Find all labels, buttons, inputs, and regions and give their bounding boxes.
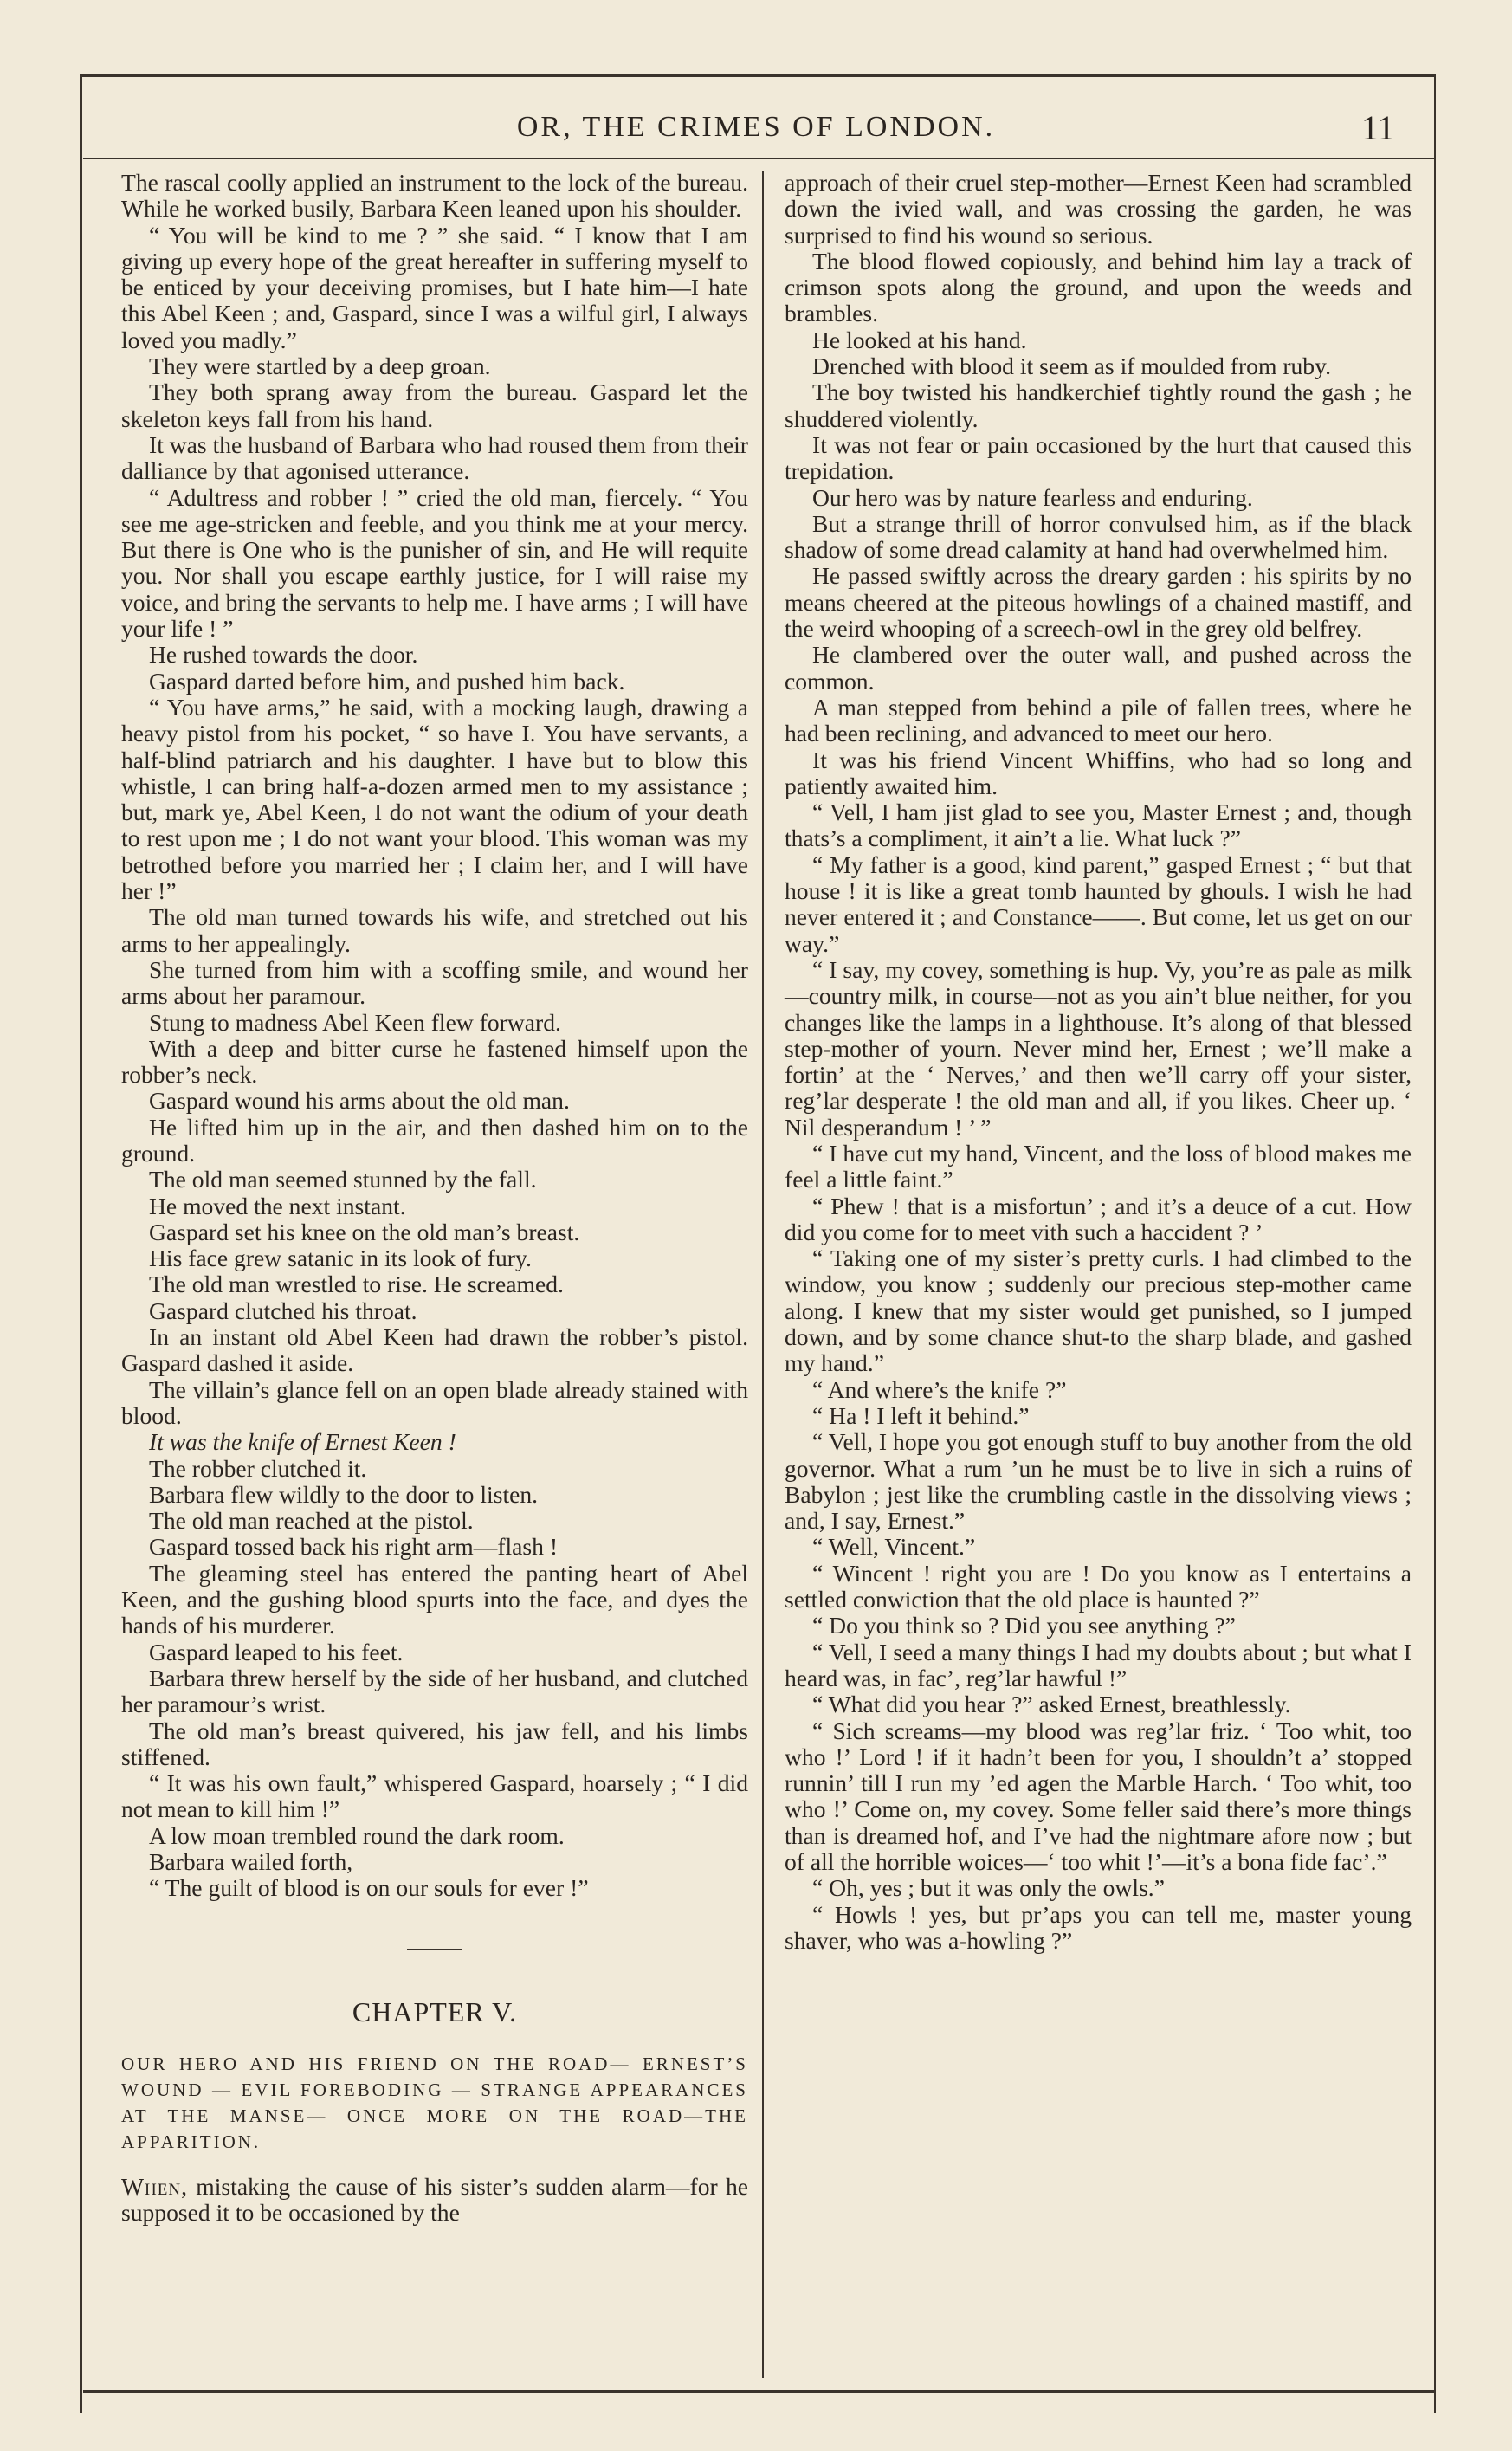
- paragraph: “ Vell, I seed a many things I had my doubts about ; but what I heard was, in fac’, reg’lar hawful !”: [785, 1638, 1412, 1691]
- paragraph: The boy twisted his handkerchief tightly round the gash ; he shuddered violently.: [785, 378, 1412, 432]
- chapter-opening-paragraph: [121, 2174, 748, 2227]
- paragraph: He lifted him up in the air, and then dashed him on to the ground.: [121, 1113, 748, 1167]
- paragraph: A man stepped from behind a pile of fallen trees, where he had been reclining, and advanced to meet our hero.: [785, 693, 1412, 747]
- paragraph: “ Phew ! that is a misfortun’ ; and it’s a deuce of a cut. How did you come for to meet vith such a haccident ? ’: [785, 1192, 1412, 1245]
- paragraph: The rascal coolly applied an instrument to the lock of the bureau. While he worked busily, Barbara Keen leaned upon his shoulder.: [121, 169, 748, 223]
- paragraph: approach of their cruel step-mother—Ernest Keen had scrambled down the ivied wall, and was crossing the garden, he was surprised to find his wound so serious.: [785, 169, 1412, 249]
- paragraph: “ It was his own fault,” whispered Gaspard, hoarsely ; “ I did not mean to kill him !”: [121, 1769, 748, 1823]
- bottom-border-rule: [83, 2390, 1434, 2393]
- paragraph: Our hero was by nature fearless and enduring.: [812, 483, 1253, 511]
- paragraph: Gaspard clutched his throat.: [149, 1297, 417, 1324]
- paragraph: The old man turned towards his wife, and stretched out his arms to her appealingly.: [121, 903, 748, 957]
- paragraph: They both sprang away from the bureau. Gaspard let the skeleton keys fall from his hand.: [121, 378, 748, 432]
- paragraph: Gaspard tossed back his right arm—flash !: [149, 1533, 559, 1561]
- paragraph: “ Vell, I hope you got enough stuff to buy another from the old governor. What a rum ’un he must be to live in sich a ruins of Babylon ; jest like the crumbling castle in the dissolving views ; and, I say, Ernest.”: [785, 1428, 1412, 1535]
- paragraph: “ You have arms,” he said, with a mocking laugh, drawing a heavy pistol from his pocket, “ so have I. You have servants, a half-blind patriarch and his daughter. I have but to blow this whistle, I can bring half-a-dozen armed men to my assistance ; but, mark ye, Abel Keen, I do not want the odium of your death to rest upon me ; I do not want your blood. This woman was my betrothed before you married her ; I claim her, and I will have her !”: [121, 693, 748, 905]
- paragraph: “ Ha ! I left it behind.”: [812, 1401, 1030, 1429]
- paragraph: Gaspard darted before him, and pushed him back.: [149, 667, 625, 695]
- chapter-title: CHAPTER V.: [352, 1995, 518, 2027]
- paragraph: The robber clutched it.: [149, 1454, 367, 1482]
- paragraph: The old man wrestled to rise. He screamed.: [149, 1271, 564, 1298]
- paragraph: She turned from him with a scoffing smile, and wound her arms about her paramour.: [121, 955, 748, 1010]
- paragraph: “ What did you hear ?” asked Ernest, breathlessly.: [812, 1691, 1291, 1718]
- paragraph: With a deep and bitter curse he fastened himself upon the robber’s neck.: [121, 1034, 748, 1089]
- opening-text: mistaking the cause of his sister’s sudden alarm—for he supposed it to be occasioned by the: [121, 2172, 748, 2227]
- paragraph: In an instant old Abel Keen had drawn the robber’s pistol. Gaspard dashed it aside.: [121, 1323, 748, 1377]
- paragraph: The gleaming steel has entered the panting heart of Abel Keen, and the gushing blood spurts into the face, and dyes the hands of his murderer.: [121, 1559, 748, 1639]
- paragraph: Barbara wailed forth,: [149, 1848, 353, 1875]
- paragraph: “ Howls ! yes, but pr’aps you can tell me, master young shaver, who was a-howling ?”: [785, 1900, 1412, 1954]
- paragraph: “ Adultress and robber ! ” cried the old man, fiercely. “ You see me age-stricken and feeble, and you think me at your mercy. But there is One who is the punisher of sin, and He will requite you. Nor shall you escape earthly justice, for I will raise my voice, and bring the servants to help me. I have arms ; I will have your life ! ”: [121, 483, 748, 643]
- paragraph: “ Sich screams—my blood was reg’lar friz. ‘ Too whit, too who !’ Lord ! if it hadn’t been for you, I shouldn’t a’ stopped runnin’ till I run my ’ed agen the Marble Harch. ‘ Too whit, too who !’ Come on, my covey. Some feller said there’s more things than is dreamed hof, and I’ve had the nightmare afore now ; but of all the horrible woices—‘ too whit !’—it’s a bona fide fac’.”: [785, 1717, 1412, 1875]
- paragraph: It was his friend Vincent Whiffins, who had so long and patiently awaited him.: [785, 746, 1412, 799]
- paragraph: He moved the next instant.: [149, 1192, 406, 1219]
- paragraph: They were startled by a deep groan.: [149, 352, 491, 380]
- paragraph: Barbara threw herself by the side of her husband, and clutched her paramour’s wrist.: [121, 1664, 748, 1718]
- paragraph: Gaspard leaped to his feet.: [149, 1638, 404, 1665]
- paragraph: “ Taking one of my sister’s pretty curls. I had climbed to the window, you know ; suddenly our precious step-mother came along. I knew that my sister would get punished, so I jumped down, and by some chance shut-to the sharp blade, and gashed my hand.”: [785, 1245, 1412, 1377]
- italic-paragraph: It was the knife of Ernest Keen !: [149, 1428, 456, 1456]
- paragraph: It was not fear or pain occasioned by the hurt that caused this trepidation.: [785, 430, 1412, 485]
- paragraph: Drenched with blood it seem as if moulded from ruby.: [812, 352, 1332, 380]
- paragraph: He clambered over the outer wall, and pushed across the common.: [785, 641, 1412, 695]
- paragraph: “ Vell, I ham jist glad to see you, Master Ernest ; and, though thats’s a compliment, it ain’t a lie. What luck ?”: [785, 799, 1412, 852]
- right-border-rule: [1434, 74, 1436, 2413]
- paragraph: “ My father is a good, kind parent,” gasped Ernest ; “ but that house ! it is like a great tomb haunted by ghouls. I wish he had never entered it ; and Constance——. But come, let us get on our way.”: [785, 850, 1412, 957]
- column-divider: [762, 171, 764, 2378]
- opening-first-word: When,: [121, 2172, 188, 2200]
- right-column: [785, 170, 1412, 1954]
- left-column: [121, 170, 748, 2226]
- paragraph: The old man seemed stunned by the fall.: [149, 1166, 537, 1193]
- paragraph: “ Do you think so ? Did you see anything ?”: [812, 1612, 1236, 1639]
- paragraph: The old man reached at the pistol.: [149, 1507, 474, 1535]
- paragraph: Barbara flew wildly to the door to listen.: [149, 1480, 539, 1508]
- paragraph: His face grew satanic in its look of fury.: [149, 1245, 532, 1272]
- page-number: 11: [1361, 108, 1395, 147]
- paragraph: Stung to madness Abel Keen flew forward.: [149, 1008, 561, 1036]
- paragraph: “ You will be kind to me ? ” she said. “ I know that I am giving up every hope of the great hereafter in suffering myself to be enticed by your deceiving promises, but I hate him—I hate this Abel Keen ; and, Gaspard, since I was a wilful girl, I always loved you madly.”: [121, 221, 748, 353]
- paragraph: He looked at his hand.: [812, 326, 1027, 353]
- paragraph: But a strange thrill of horror convulsed him, as if the black shadow of some dread calamity at hand had overwhelmed him.: [785, 509, 1412, 564]
- top-border-rule: [80, 74, 1436, 77]
- header-rule: [83, 158, 1434, 159]
- paragraph: Gaspard set his knee on the old man’s breast.: [149, 1218, 580, 1245]
- paragraph: “ I say, my covey, something is hup. Vy, you’re as pale as milk—country milk, in course—not as you ain’t blue neither, for you changes like the lamps in a lighthouse. It’s along of that blessed step-mother of yourn. Never mind her, Ernest ; we’ll make a fortin’ at the ‘ Nerves,’ and then we’ll carry off your sister, reg’lar desperate ! the old man and all, if you likes. Cheer up. ‘ Nil desperandum ! ’ ”: [785, 955, 1412, 1141]
- paragraph: It was the husband of Barbara who had roused them from their dalliance by that agonised utterance.: [121, 430, 748, 485]
- paragraph: “ And where’s the knife ?”: [812, 1375, 1067, 1403]
- paragraph: Gaspard wound his arms about the old man.: [149, 1087, 570, 1115]
- paragraph: He passed swiftly across the dreary garden : his spirits by no means cheered at the piteous howlings of a chained mastiff, and the weird whooping of a screech-owl in the grey old belfrey.: [785, 562, 1412, 643]
- paragraph: The old man’s breast quivered, his jaw fell, and his limbs stiffened.: [121, 1717, 748, 1770]
- paragraph: “ Wincent ! right you are ! Do you know as I entertains a settled conwiction that the old place is haunted ?”: [785, 1559, 1412, 1614]
- paragraph: A low moan trembled round the dark room.: [149, 1821, 565, 1849]
- chapter-summary: OUR HERO AND HIS FRIEND ON THE ROAD— ERNEST’S WOUND — EVIL FOREBODING — STRANGE APPEARANCES AT THE MANSE— ONCE MORE ON THE ROAD—THE APPARITION.: [121, 2053, 748, 2152]
- paragraph: He rushed towards the door.: [149, 641, 418, 669]
- running-title: OR, THE CRIMES OF LONDON.: [516, 111, 996, 143]
- paragraph: The villain’s glance fell on an open blade already stained with blood.: [121, 1375, 748, 1429]
- paragraph: “ Oh, yes ; but it was only the owls.”: [812, 1874, 1165, 1902]
- paragraph: “ The guilt of blood is on our souls for ever !”: [149, 1874, 589, 1902]
- section-divider: [407, 1949, 462, 1950]
- paragraph: “ Well, Vincent.”: [812, 1533, 976, 1561]
- paragraph: The blood flowed copiously, and behind him lay a track of crimson spots along the ground, and upon the weeds and brambles.: [785, 247, 1412, 327]
- left-border-rule: [80, 74, 82, 2413]
- paragraph: “ I have cut my hand, Vincent, and the loss of blood makes me feel a little faint.”: [785, 1139, 1412, 1193]
